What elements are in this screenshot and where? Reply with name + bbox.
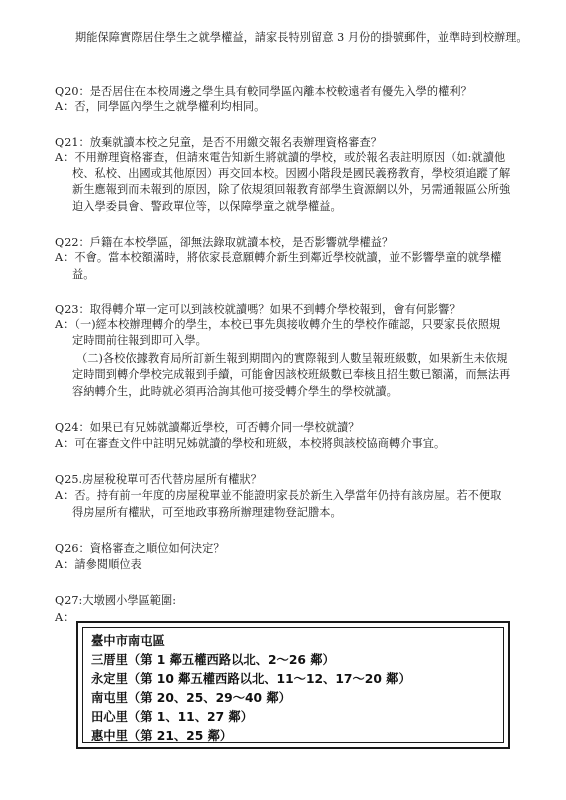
district-village-line: 三厝里（第 1 鄰五權西路以北、2～26 鄰）: [91, 653, 335, 667]
q24-question: Q24：如果已有兄姊就讀鄰近學校，可否轉介同一學校就讀？: [55, 421, 360, 434]
school-district-box: [76, 621, 510, 749]
q27-answer-prefix: A：: [55, 611, 75, 624]
q23-question: Q23：取得轉介單一定可以到該校就讀嗎？如果不到轉介學校報到，會有何影響？: [55, 303, 461, 316]
q21-answer-line: 新生應報到而未報到的原因，除了依規須回報教育部學生資源網以外，另需通報區公所強: [72, 183, 511, 196]
district-village-line: 南屯里（第 20、25、29～40 鄰）: [91, 691, 291, 705]
q21-answer-line: 校、私校、出國或其他原因）再交回本校。因國小階段是國民義務教育，學校須追蹤了解: [72, 167, 511, 180]
q22-answer-line: A：不會。當本校額滿時，將依家長意願轉介新生到鄰近學校就讀，並不影響學童的就學權: [55, 251, 502, 264]
q27-question: Q27:大墩國小學區範圍:: [55, 594, 177, 607]
q23-answer-line: 定時間前往報到即可入學。: [72, 334, 207, 347]
q20-answer: A：否，同學區內學生之就學權利均相同。: [55, 100, 266, 113]
q23-answer-line: （二)各校依據教育局所訂新生報到期間內的實際報到人數呈報班級數，如果新生未依規: [76, 352, 508, 365]
q25-question: Q25.房屋稅稅單可否代替房屋所有權狀？: [55, 473, 262, 486]
district-title: 臺中市南屯區: [91, 634, 165, 648]
q22-answer-line: 益。: [72, 268, 95, 281]
district-village-line: 永定里（第 10 鄰五權西路以北、11～12、17～20 鄰）: [91, 672, 411, 686]
school-district-inner-frame: [82, 627, 504, 743]
q20-question: Q20：是否居住在本校周邊之學生具有較同學區內離本校較遠者有優先入學的權利？: [55, 85, 472, 98]
q24-answer: A：可在審查文件中註明兄姊就讀的學校和班級，本校將與該校協商轉介事宜。: [55, 437, 446, 450]
q23-answer-line: A：（一)經本校辦理轉介的學生，本校已事先與接收轉介生的學校作確認，只要家長依照規: [55, 318, 501, 331]
q26-question: Q26：資格審查之順位如何決定？: [55, 542, 225, 555]
q25-answer-line: A：否。持有前一年度的房屋稅單並不能證明家長於新生入學當年仍持有該房屋。若不便取: [55, 489, 502, 502]
q21-answer-line: A：不用辦理資格審查，但請來電告知新生將就讀的學校，或於報名表註明原因（如:就讀他: [55, 151, 506, 164]
q22-question: Q22：戶籍在本校學區，卻無法錄取就讀本校，是否影響就學權益？: [55, 236, 394, 249]
district-village-line: 田心里（第 1、11、27 鄰）: [91, 710, 254, 724]
q21-answer-line: 迫入學委員會、警政單位等，以保障學童之就學權益。: [72, 200, 342, 213]
q23-answer-line: 容納轉介生，此時就必須再洽詢其他可接受轉介學生的學校就讀。: [72, 385, 398, 398]
q21-question: Q21：放棄就讀本校之兒童，是否不用繳交報名表辦理資格審查？: [55, 136, 382, 149]
q25-answer-line: 得房屋所有權狀，可至地政事務所辦理建物登記謄本。: [72, 506, 342, 519]
district-village-line: 惠中里（第 21、25 鄰）: [91, 729, 233, 743]
q26-answer: A：請參閱順位表: [55, 558, 142, 571]
q23-answer-line: 定時間到轉介學校完成報到手續，可能會因該校班級數已奉核且招生數已額滿，而無法再: [72, 368, 511, 381]
intro-text: 期能保障實際居住學生之就學權益，請家長特別留意 3 月份的掛號郵件，並準時到校辦理。: [75, 31, 528, 44]
